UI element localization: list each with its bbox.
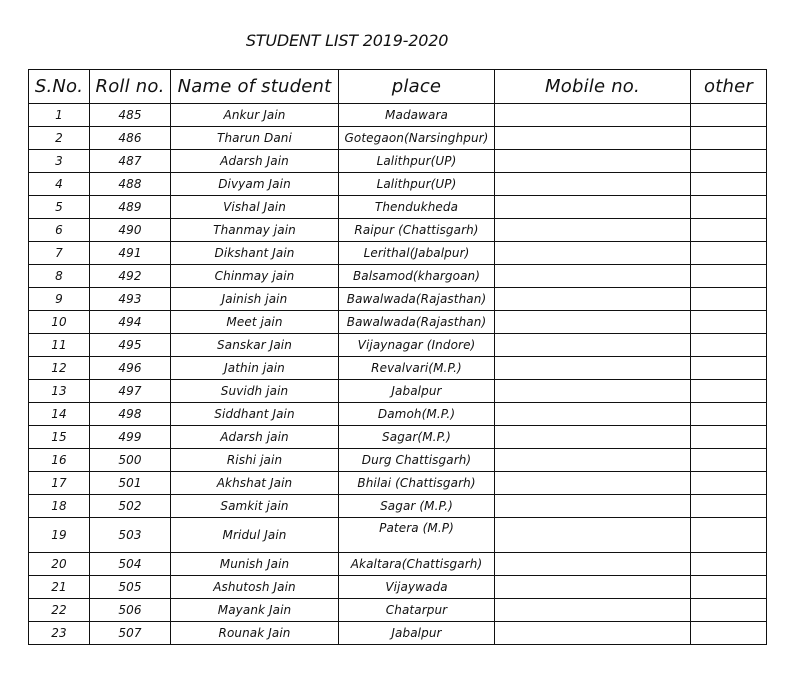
cell-student-name: Siddhant Jain [171, 403, 339, 426]
cell-sno: 6 [29, 219, 90, 242]
cell-sno: 5 [29, 196, 90, 219]
cell-sno: 2 [29, 127, 90, 150]
cell-roll-no: 487 [90, 150, 171, 173]
table-row [29, 127, 767, 150]
cell-mobile-no [495, 576, 691, 599]
table-row [29, 495, 767, 518]
cell-student-name: Vishal Jain [171, 196, 339, 219]
cell-sno: 22 [29, 599, 90, 622]
table-row [29, 576, 767, 599]
cell-student-name: Divyam Jain [171, 173, 339, 196]
cell-mobile-no [495, 426, 691, 449]
cell-other [691, 495, 767, 518]
cell-student-name: Sanskar Jain [171, 334, 339, 357]
cell-mobile-no [495, 449, 691, 472]
cell-roll-no: 488 [90, 173, 171, 196]
cell-roll-no: 491 [90, 242, 171, 265]
header-mobile-no: Mobile no. [495, 70, 691, 104]
cell-roll-no: 489 [90, 196, 171, 219]
cell-place: Damoh(M.P.) [339, 403, 495, 426]
cell-place: Sagar(M.P.) [339, 426, 495, 449]
cell-place: Bhilai (Chattisgarh) [339, 472, 495, 495]
cell-mobile-no [495, 357, 691, 380]
cell-mobile-no [495, 553, 691, 576]
cell-sno: 8 [29, 265, 90, 288]
cell-other [691, 599, 767, 622]
cell-mobile-no [495, 311, 691, 334]
cell-student-name: Munish Jain [171, 553, 339, 576]
cell-student-name: Meet jain [171, 311, 339, 334]
table-row [29, 173, 767, 196]
cell-sno: 16 [29, 449, 90, 472]
header-other: other [691, 70, 767, 104]
cell-other [691, 426, 767, 449]
table-row [29, 150, 767, 173]
cell-roll-no: 494 [90, 311, 171, 334]
cell-roll-no: 496 [90, 357, 171, 380]
cell-other [691, 173, 767, 196]
table-row [29, 288, 767, 311]
cell-other [691, 288, 767, 311]
cell-other [691, 357, 767, 380]
header-place: place [339, 70, 495, 104]
header-name-of-student: Name of student [171, 70, 339, 104]
cell-other [691, 150, 767, 173]
cell-other [691, 104, 767, 127]
cell-place: Balsamod(khargoan) [339, 265, 495, 288]
cell-place: Gotegaon(Narsinghpur) [339, 127, 495, 150]
cell-sno: 4 [29, 173, 90, 196]
cell-student-name: Rounak Jain [171, 622, 339, 645]
cell-roll-no: 493 [90, 288, 171, 311]
cell-student-name: Adarsh jain [171, 426, 339, 449]
cell-other [691, 622, 767, 645]
cell-sno: 10 [29, 311, 90, 334]
cell-roll-no: 506 [90, 599, 171, 622]
table-row [29, 518, 767, 553]
cell-place: Patera (M.P) [339, 518, 495, 553]
cell-sno: 9 [29, 288, 90, 311]
cell-sno: 12 [29, 357, 90, 380]
student-table [28, 69, 767, 645]
cell-mobile-no [495, 104, 691, 127]
cell-other [691, 127, 767, 150]
table-row [29, 311, 767, 334]
table-row [29, 196, 767, 219]
cell-other [691, 553, 767, 576]
cell-sno: 15 [29, 426, 90, 449]
cell-mobile-no [495, 380, 691, 403]
cell-place: Durg Chattisgarh) [339, 449, 495, 472]
cell-student-name: Akhshat Jain [171, 472, 339, 495]
cell-mobile-no [495, 403, 691, 426]
cell-sno: 1 [29, 104, 90, 127]
cell-student-name: Samkit jain [171, 495, 339, 518]
cell-student-name: Ankur Jain [171, 104, 339, 127]
cell-mobile-no [495, 173, 691, 196]
cell-student-name: Mayank Jain [171, 599, 339, 622]
cell-other [691, 380, 767, 403]
cell-roll-no: 504 [90, 553, 171, 576]
table-row [29, 553, 767, 576]
cell-roll-no: 495 [90, 334, 171, 357]
table-row [29, 380, 767, 403]
header-roll-no: Roll no. [90, 70, 171, 104]
cell-roll-no: 498 [90, 403, 171, 426]
cell-sno: 19 [29, 518, 90, 553]
cell-place: Jabalpur [339, 622, 495, 645]
cell-mobile-no [495, 334, 691, 357]
document-title: STUDENT LIST 2019-2020 [245, 31, 449, 50]
cell-sno: 23 [29, 622, 90, 645]
table-row [29, 265, 767, 288]
cell-mobile-no [495, 472, 691, 495]
cell-student-name: Chinmay jain [171, 265, 339, 288]
cell-mobile-no [495, 599, 691, 622]
cell-student-name: Ashutosh Jain [171, 576, 339, 599]
cell-roll-no: 486 [90, 127, 171, 150]
cell-other [691, 311, 767, 334]
cell-sno: 3 [29, 150, 90, 173]
cell-mobile-no [495, 622, 691, 645]
cell-place: Bawalwada(Rajasthan) [339, 311, 495, 334]
cell-roll-no: 499 [90, 426, 171, 449]
cell-place: Raipur (Chattisgarh) [339, 219, 495, 242]
cell-other [691, 242, 767, 265]
table-row [29, 334, 767, 357]
cell-other [691, 196, 767, 219]
cell-mobile-no [495, 288, 691, 311]
table-row [29, 449, 767, 472]
table-row [29, 357, 767, 380]
cell-mobile-no [495, 495, 691, 518]
cell-other [691, 403, 767, 426]
cell-roll-no: 501 [90, 472, 171, 495]
cell-sno: 14 [29, 403, 90, 426]
cell-place: Bawalwada(Rajasthan) [339, 288, 495, 311]
cell-mobile-no [495, 242, 691, 265]
table-row [29, 599, 767, 622]
cell-roll-no: 490 [90, 219, 171, 242]
header-sno: S.No. [29, 70, 90, 104]
cell-place: Vijaynagar (Indore) [339, 334, 495, 357]
cell-student-name: Rishi jain [171, 449, 339, 472]
cell-student-name: Mridul Jain [171, 518, 339, 553]
cell-place: Chatarpur [339, 599, 495, 622]
table-row [29, 242, 767, 265]
cell-sno: 21 [29, 576, 90, 599]
cell-place: Vijaywada [339, 576, 495, 599]
table-header-row [29, 70, 767, 104]
cell-place: Sagar (M.P.) [339, 495, 495, 518]
cell-other [691, 265, 767, 288]
cell-mobile-no [495, 219, 691, 242]
table-row [29, 472, 767, 495]
cell-roll-no: 485 [90, 104, 171, 127]
cell-student-name: Jainish jain [171, 288, 339, 311]
cell-place: Lalithpur(UP) [339, 173, 495, 196]
cell-other [691, 518, 767, 553]
cell-place: Lalithpur(UP) [339, 150, 495, 173]
cell-place: Jabalpur [339, 380, 495, 403]
cell-other [691, 449, 767, 472]
cell-other [691, 219, 767, 242]
cell-mobile-no [495, 196, 691, 219]
cell-other [691, 576, 767, 599]
cell-student-name: Thanmay jain [171, 219, 339, 242]
cell-place: Akaltara(Chattisgarh) [339, 553, 495, 576]
table-body [29, 104, 767, 645]
cell-student-name: Tharun Dani [171, 127, 339, 150]
cell-place: Thendukheda [339, 196, 495, 219]
cell-sno: 18 [29, 495, 90, 518]
cell-place: Madawara [339, 104, 495, 127]
cell-sno: 11 [29, 334, 90, 357]
cell-other [691, 472, 767, 495]
cell-sno: 13 [29, 380, 90, 403]
cell-sno: 7 [29, 242, 90, 265]
cell-mobile-no [495, 265, 691, 288]
cell-roll-no: 507 [90, 622, 171, 645]
table-row [29, 219, 767, 242]
cell-place: Revalvari(M.P.) [339, 357, 495, 380]
cell-place: Lerithal(Jabalpur) [339, 242, 495, 265]
table-row [29, 104, 767, 127]
cell-other [691, 334, 767, 357]
cell-mobile-no [495, 127, 691, 150]
cell-student-name: Dikshant Jain [171, 242, 339, 265]
table-row [29, 622, 767, 645]
cell-student-name: Adarsh Jain [171, 150, 339, 173]
cell-sno: 17 [29, 472, 90, 495]
cell-roll-no: 503 [90, 518, 171, 553]
cell-roll-no: 492 [90, 265, 171, 288]
table-row [29, 426, 767, 449]
cell-mobile-no [495, 518, 691, 553]
cell-mobile-no [495, 150, 691, 173]
cell-roll-no: 505 [90, 576, 171, 599]
cell-roll-no: 500 [90, 449, 171, 472]
cell-sno: 20 [29, 553, 90, 576]
cell-student-name: Suvidh jain [171, 380, 339, 403]
cell-student-name: Jathin jain [171, 357, 339, 380]
table-row [29, 403, 767, 426]
cell-roll-no: 497 [90, 380, 171, 403]
cell-roll-no: 502 [90, 495, 171, 518]
